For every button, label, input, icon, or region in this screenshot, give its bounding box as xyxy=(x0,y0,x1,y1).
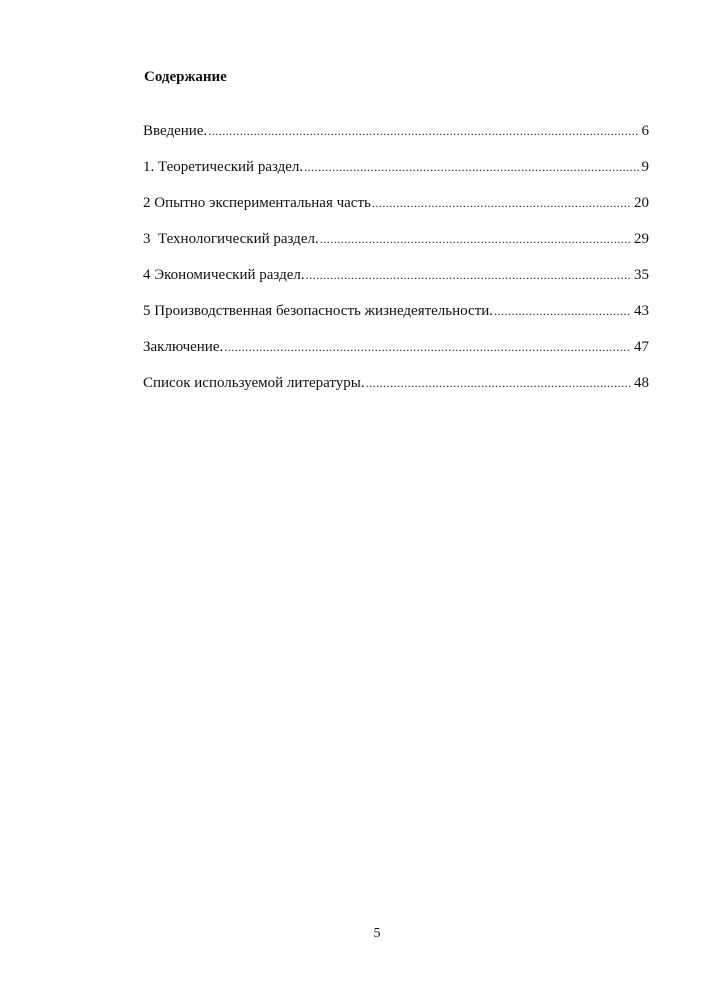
toc-entry-label: 5 Производственная безопасность жизнедеятельности. xyxy=(143,303,494,319)
toc-entry-page: 35 xyxy=(634,267,649,283)
toc-dot-leader xyxy=(208,121,638,141)
page-number: 5 xyxy=(373,926,381,941)
toc-entry-page: 43 xyxy=(634,303,649,319)
toc-entry-conclusion xyxy=(143,337,649,373)
toc-entry-page: 48 xyxy=(634,375,649,391)
toc-dot-leader xyxy=(366,373,631,393)
toc-title: Содержание xyxy=(144,69,227,85)
toc-entry-label: 3 Технологический раздел. xyxy=(143,231,319,247)
toc-entry-safety xyxy=(143,301,649,337)
toc-dot-leader xyxy=(224,337,631,357)
toc-entry-label: 4 Экономический раздел. xyxy=(143,267,305,283)
toc-entry-economic xyxy=(143,265,649,301)
toc-entry-references xyxy=(143,373,649,409)
toc-entry-page: 29 xyxy=(634,231,649,247)
toc-dot-leader xyxy=(306,265,631,285)
toc-entry-label: Заключение. xyxy=(143,339,224,355)
toc-dot-leader xyxy=(372,193,631,213)
toc-entry-label: Введение. xyxy=(143,123,208,139)
toc-entry-page: 47 xyxy=(634,339,649,355)
toc-entry-introduction xyxy=(143,121,649,157)
toc-dot-leader xyxy=(304,157,638,177)
toc-entry-label: 2 Опытно экспериментальная часть xyxy=(143,195,371,211)
toc-dot-leader xyxy=(320,229,631,249)
toc-entry-page: 6 xyxy=(641,123,649,139)
toc-entry-page: 20 xyxy=(634,195,649,211)
toc-entry-experimental xyxy=(143,193,649,229)
table-of-contents xyxy=(143,121,649,409)
toc-entry-label: 1. Теоретический раздел. xyxy=(143,159,304,175)
toc-entry-theoretical xyxy=(143,157,649,193)
toc-entry-technological xyxy=(143,229,649,265)
toc-dot-leader xyxy=(494,301,631,321)
toc-entry-page: 9 xyxy=(641,159,649,175)
toc-entry-label: Список используемой литературы. xyxy=(143,375,365,391)
